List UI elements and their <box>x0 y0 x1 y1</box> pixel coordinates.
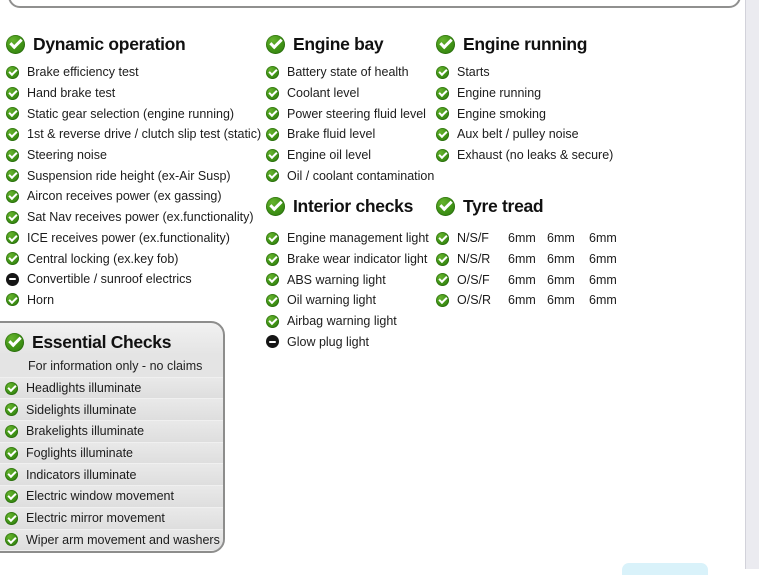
section-interior-checks <box>266 195 429 352</box>
check-item-label: Hand brake test <box>27 86 116 101</box>
check-item-label: Wiper arm movement and washers <box>26 532 220 547</box>
check-item-label: Static gear selection (engine running) <box>27 106 235 121</box>
section-check-icon <box>436 35 455 54</box>
section-essential-checks <box>0 321 225 553</box>
check-item <box>436 145 613 166</box>
check-status-icon <box>436 87 449 100</box>
partial-button-bottom[interactable] <box>622 563 708 575</box>
section-engine-running <box>436 33 613 165</box>
check-status-icon <box>5 533 18 546</box>
check-status-icon <box>266 232 279 245</box>
check-item-label: Suspension ride height (ex-Air Susp) <box>27 168 231 183</box>
check-item <box>6 186 261 207</box>
check-item <box>266 83 434 104</box>
tyre-depth-value: 6mm <box>508 293 536 308</box>
check-item <box>266 331 429 352</box>
check-status-icon <box>436 232 449 245</box>
essential-checks-note: For information only - no claims <box>0 356 223 378</box>
tyre-depth-value: 6mm <box>547 231 575 246</box>
check-item <box>6 83 261 104</box>
tyre-position-label: O/S/R <box>457 293 492 308</box>
check-status-icon <box>6 231 19 244</box>
check-item <box>6 145 261 166</box>
check-item-label: Engine running <box>457 86 542 101</box>
check-item-label: Exhaust (no leaks & secure) <box>457 148 614 163</box>
section-dynamic-operation <box>6 33 261 310</box>
check-status-icon <box>5 468 18 481</box>
check-status-icon <box>6 66 19 79</box>
check-status-icon <box>5 490 18 503</box>
check-status-icon <box>266 315 279 328</box>
check-item-label: Indicators illuminate <box>26 467 137 482</box>
check-item-label: Central locking (ex.key fob) <box>27 251 179 266</box>
check-item <box>0 486 223 508</box>
check-item-label: Engine oil level <box>287 148 372 163</box>
section-engine-bay <box>266 33 434 186</box>
check-status-icon <box>266 149 279 162</box>
check-item <box>0 421 223 443</box>
check-status-icon <box>6 149 19 162</box>
check-status-icon <box>266 273 279 286</box>
check-status-icon <box>6 169 19 182</box>
check-item-label: Brake wear indicator light <box>287 252 428 267</box>
check-item-label: Electric window movement <box>26 489 174 504</box>
tyre-position-label: N/S/F <box>457 231 489 246</box>
check-status-icon <box>5 382 18 395</box>
check-status-icon <box>266 335 279 348</box>
check-item <box>0 399 223 421</box>
tyre-depth-value: 6mm <box>589 252 617 267</box>
check-status-icon <box>6 273 19 286</box>
check-item-label: Engine management light <box>287 231 429 246</box>
check-item-label: Coolant level <box>287 86 360 101</box>
tyre-depth-value: 6mm <box>508 231 536 246</box>
check-item <box>6 269 261 290</box>
check-list <box>266 62 434 186</box>
check-status-icon <box>6 190 19 203</box>
tyre-depth-value: 6mm <box>547 252 575 267</box>
check-item <box>266 62 434 83</box>
check-item-label: Foglights illuminate <box>26 446 133 461</box>
check-item <box>6 62 261 83</box>
check-status-icon <box>6 293 19 306</box>
check-item-label: Brakelights illuminate <box>26 424 145 439</box>
section-title: Engine bay <box>293 33 384 54</box>
check-item <box>436 103 613 124</box>
tyre-depth-value: 6mm <box>589 293 617 308</box>
previous-section-card <box>8 0 741 8</box>
check-item-label: Convertible / sunroof electrics <box>27 272 192 287</box>
check-list <box>6 62 261 310</box>
tyre-tread-row <box>436 249 620 270</box>
check-item-label: Oil warning light <box>287 293 376 308</box>
check-status-icon <box>266 66 279 79</box>
check-status-icon <box>266 87 279 100</box>
check-status-icon <box>266 107 279 120</box>
check-item-label: ICE receives power (ex.functionality) <box>27 230 230 245</box>
page-margin-strip <box>745 0 759 569</box>
check-item <box>0 530 223 552</box>
section-title: Interior checks <box>293 195 413 216</box>
check-item <box>6 207 261 228</box>
check-item <box>6 228 261 249</box>
section-check-icon <box>5 333 24 352</box>
check-item <box>0 464 223 486</box>
check-item-label: Sidelights illuminate <box>26 402 137 417</box>
check-item <box>266 103 434 124</box>
check-status-icon <box>436 107 449 120</box>
check-item-label: Battery state of health <box>287 65 409 80</box>
check-item <box>6 124 261 145</box>
check-item <box>0 378 223 400</box>
check-item <box>0 443 223 465</box>
tyre-depth-value: 6mm <box>589 231 617 246</box>
check-status-icon <box>6 87 19 100</box>
section-check-icon <box>6 35 25 54</box>
section-header <box>6 33 261 55</box>
check-item-label: Sat Nav receives power (ex.functionality) <box>27 210 254 225</box>
section-title: Engine running <box>463 33 588 54</box>
check-item-label: Horn <box>27 292 55 307</box>
section-header <box>266 195 429 217</box>
section-check-icon <box>266 35 285 54</box>
check-item-label: Starts <box>457 65 490 80</box>
check-status-icon <box>436 66 449 79</box>
section-title: Essential Checks <box>32 331 172 352</box>
section-title: Dynamic operation <box>33 33 186 54</box>
check-item <box>266 124 434 145</box>
tyre-position-label: O/S/F <box>457 272 490 287</box>
check-status-icon <box>266 169 279 182</box>
check-status-icon <box>436 253 449 266</box>
check-item-label: Power steering fluid level <box>287 106 426 121</box>
check-status-icon <box>6 211 19 224</box>
check-item <box>6 248 261 269</box>
tyre-depth-value: 6mm <box>508 272 536 287</box>
check-status-icon <box>436 294 449 307</box>
check-status-icon <box>266 253 279 266</box>
check-status-icon <box>5 512 18 525</box>
check-list <box>0 378 223 552</box>
check-item <box>266 311 429 332</box>
tyre-tread-row <box>436 269 620 290</box>
check-item-label: Aircon receives power (ex gassing) <box>27 189 222 204</box>
section-tyre-tread <box>436 195 620 311</box>
check-item-label: Airbag warning light <box>287 314 397 329</box>
check-status-icon <box>6 252 19 265</box>
check-status-icon <box>6 128 19 141</box>
tyre-tread-row <box>436 290 620 311</box>
section-check-icon <box>266 197 285 216</box>
tyre-tread-list <box>436 228 620 311</box>
check-item-label: Brake fluid level <box>287 127 376 142</box>
check-item <box>266 145 434 166</box>
check-item-label: Brake efficiency test <box>27 65 139 80</box>
section-check-icon <box>436 197 455 216</box>
tyre-depth-value: 6mm <box>547 293 575 308</box>
check-item <box>266 249 429 270</box>
tyre-depth-value: 6mm <box>547 272 575 287</box>
check-item-label: Glow plug light <box>287 334 369 349</box>
check-status-icon <box>6 107 19 120</box>
check-item-label: Electric mirror movement <box>26 511 165 526</box>
section-title: Tyre tread <box>463 195 544 216</box>
check-item <box>436 62 613 83</box>
check-status-icon <box>436 273 449 286</box>
check-item <box>0 508 223 530</box>
check-item-label: Oil / coolant contamination <box>287 168 435 183</box>
section-header <box>436 33 613 55</box>
check-status-icon <box>436 128 449 141</box>
check-status-icon <box>266 128 279 141</box>
check-item <box>6 165 261 186</box>
check-status-icon <box>5 403 18 416</box>
section-header <box>0 323 223 354</box>
check-item <box>6 103 261 124</box>
check-status-icon <box>5 447 18 460</box>
tyre-depth-value: 6mm <box>508 252 536 267</box>
check-item <box>436 124 613 145</box>
check-item-label: 1st & reverse drive / clutch slip test (static) <box>27 127 262 142</box>
check-status-icon <box>436 149 449 162</box>
section-header <box>266 33 434 55</box>
check-item <box>266 165 434 186</box>
tyre-position-label: N/S/R <box>457 252 491 267</box>
check-status-icon <box>266 294 279 307</box>
check-item <box>6 290 261 311</box>
check-list <box>266 228 429 352</box>
tyre-tread-row <box>436 228 620 249</box>
check-item <box>266 269 429 290</box>
check-item-label: Engine smoking <box>457 106 546 121</box>
check-item-label: Steering noise <box>27 148 107 163</box>
check-list <box>436 62 613 165</box>
check-item <box>266 228 429 249</box>
check-item <box>436 83 613 104</box>
check-status-icon <box>5 425 18 438</box>
section-header <box>436 195 620 217</box>
check-item <box>266 290 429 311</box>
check-item-label: Aux belt / pulley noise <box>457 127 579 142</box>
check-item-label: Headlights illuminate <box>26 381 142 396</box>
tyre-depth-value: 6mm <box>589 272 617 287</box>
check-item-label: ABS warning light <box>287 272 386 287</box>
